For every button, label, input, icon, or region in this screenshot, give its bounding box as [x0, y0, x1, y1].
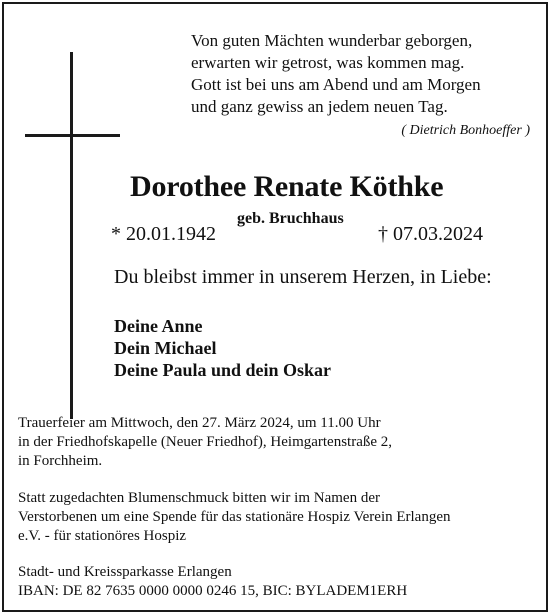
cross-vertical-bar: [70, 52, 73, 419]
donation-line: e.V. - für stationöres Hospiz: [18, 528, 187, 544]
poem-line: und ganz gewiss an jedem neuen Tag.: [191, 97, 448, 116]
birth-date: * 20.01.1942: [111, 223, 216, 245]
poem-line: Gott ist bei uns am Abend und am Morgen: [191, 75, 481, 94]
donation-info: [18, 489, 451, 546]
service-line: Trauerfeier am Mittwoch, den 27. März 2024, um 11.00 Uhr: [18, 415, 381, 431]
donation-line: Verstorbenen um eine Spende für das stationäre Hospiz Verein Erlangen: [18, 509, 451, 525]
service-info: [18, 414, 392, 471]
signer: Deine Paula und dein Oskar: [114, 360, 332, 380]
bank-info: [18, 563, 407, 601]
poem-line: Von guten Mächten wunderbar geborgen,: [191, 31, 473, 50]
service-line: in Forchheim.: [18, 453, 103, 469]
bank-account: IBAN: DE 82 7635 0000 0000 0246 15, BIC: BYLADEM1ERH: [18, 583, 408, 599]
obituary-notice: [2, 2, 548, 612]
signers: [114, 315, 331, 381]
motto: Du bleibst immer in unserem Herzen, in Liebe:: [114, 266, 492, 288]
maiden-name: geb. Bruchhaus: [237, 210, 344, 227]
death-date: † 07.03.2024: [378, 223, 483, 245]
poem-line: erwarten wir getrost, was kommen mag.: [191, 53, 465, 72]
donation-line: Statt zugedachten Blumenschmuck bitten wir im Namen der: [18, 490, 380, 506]
deceased-name: Dorothee Renate Köthke: [130, 170, 444, 203]
service-line: in der Friedhofskapelle (Neuer Friedhof), Heimgartenstraße 2,: [18, 434, 393, 450]
cross-horizontal-bar: [25, 134, 120, 137]
bank-name: Stadt- und Kreissparkasse Erlangen: [18, 564, 232, 580]
poem: [191, 30, 481, 118]
signer: Dein Michael: [114, 338, 217, 358]
signer: Deine Anne: [114, 316, 203, 336]
poem-author: ( Dietrich Bonhoeffer ): [401, 123, 530, 138]
